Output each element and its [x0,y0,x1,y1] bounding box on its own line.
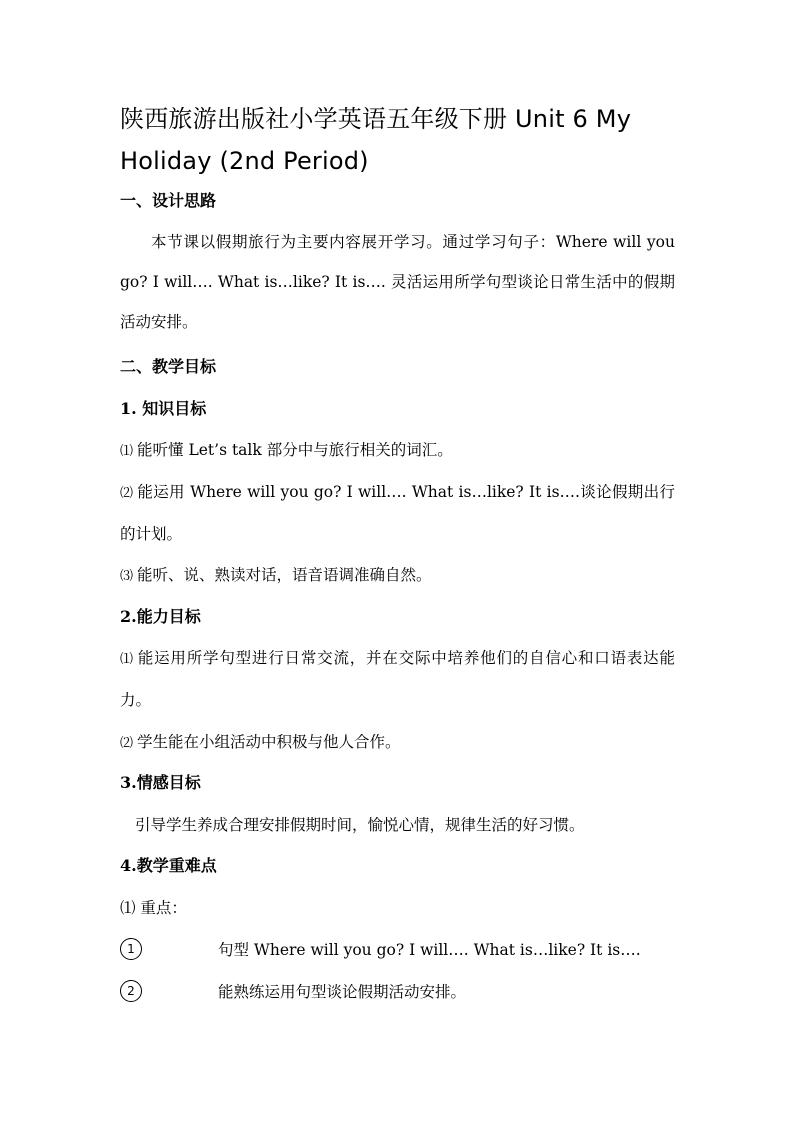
design-paragraph: 本节课以假期旅行为主要内容展开学习。通过学习句子：Where will you go? I will…. What is…like? It is…. 灵活运用所学句型谈论日常生活中的假期活动安排。 [120,233,675,331]
item-number: ⑴ [120,444,134,459]
item-text: 能听、说、熟读对话，语音语调准确自然。 [137,566,432,584]
point-number-2: 2 [120,980,142,1002]
point-text-2: 能熟练运用句型谈论假期活动安排。 [218,983,467,1001]
subheading-key-points: 4.教学重难点 [120,856,217,875]
item-text: 学生能在小组活动中积极与他人合作。 [137,733,401,751]
item-text: 能运用所学句型进行日常交流，并在交际中培养他们的自信心和口语表达能力。 [120,649,675,709]
item-number: ⑶ [120,569,134,584]
ability-item-2 [120,730,401,756]
item-text: 能运用 Where will you go? I will…. What is…like? It is….谈论假期出行的计划。 [120,483,675,543]
item-number: ⑴ [120,652,134,667]
document-title: 陕西旅游出版社小学英语五年级下册 Unit 6 My Holiday (2nd Period) [120,105,632,175]
item-number: ⑵ [120,736,134,751]
knowledge-item-1 [120,438,453,464]
knowledge-item-3 [120,563,432,589]
point-number-1: 1 [120,938,142,960]
point-text-1: 句型 Where will you go? I will…. What is…like? It is…. [218,941,641,959]
knowledge-item-2 [120,472,675,554]
subheading-ability: 2.能力目标 [120,607,201,626]
section-heading-objectives: 二、教学目标 [120,357,217,376]
item-number: ⑵ [120,486,134,501]
subheading-knowledge: 1. 知识目标 [120,399,207,418]
section-heading-design: 一、设计思路 [120,191,217,210]
ability-item-1 [120,638,675,720]
subheading-emotion: 3.情感目标 [120,773,201,792]
item-text: 能听懂 Let’s talk 部分中与旅行相关的词汇。 [137,441,453,459]
key-points-label: ⑴ 重点： [120,899,187,917]
emotion-text: 引导学生养成合理安排假期时间，愉悦心情，规律生活的好习惯。 [135,816,585,834]
